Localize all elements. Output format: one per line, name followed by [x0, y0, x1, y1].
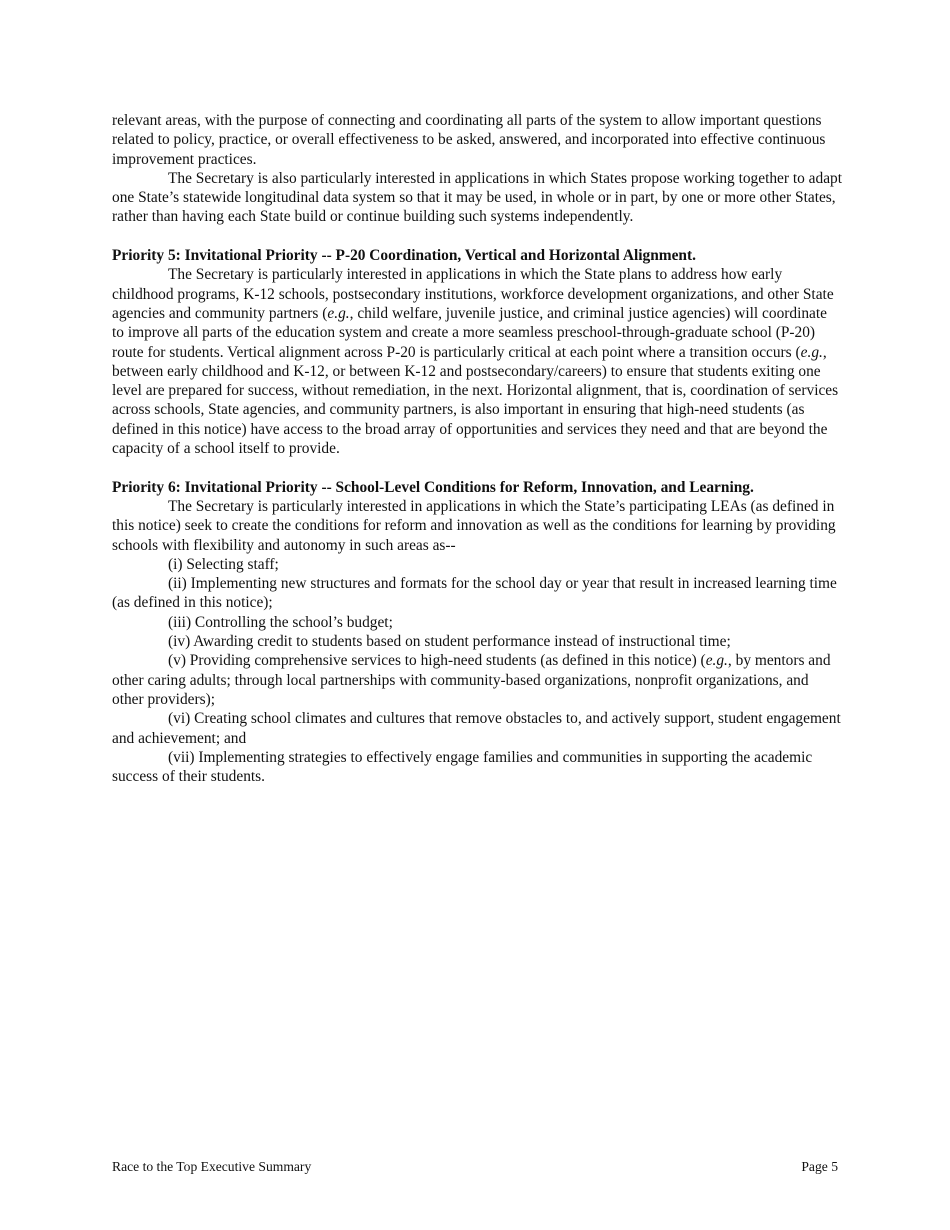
list-item-i: (i) Selecting staff;	[168, 555, 279, 573]
list-item-ii: (ii) Implementing new structures and formats for the school day or year that result in increased learning time (as defined in this notice);	[112, 575, 837, 612]
priority-5-eg-1: e.g.	[327, 304, 350, 322]
priority-5-eg-2: e.g.	[800, 343, 823, 361]
list-item-v	[112, 651, 842, 709]
list-item-v-text-b: , by mentors and other caring adults; through local partnerships with community-based organizations, nonprofit organizations, and other providers);	[112, 652, 831, 708]
priority-6-heading: Priority 6: Invitational Priority -- School-Level Conditions for Reform, Innovation, and Learning.	[112, 478, 754, 496]
priority-5-paragraph	[112, 265, 842, 458]
footer-document-title: Race to the Top Executive Summary	[112, 1159, 312, 1174]
list-item-vii: (vii) Implementing strategies to effectively engage families and communities in supporting the academic success of their students.	[112, 748, 813, 786]
list-item-iv: (iv) Awarding credit to students based on student performance instead of instructional time;	[168, 633, 731, 651]
document-body	[112, 111, 842, 786]
priority-5-heading: Priority 5: Invitational Priority -- P-20 Coordination, Vertical and Horizontal Alignment.	[112, 247, 696, 265]
priority-5-text-c: , between early childhood and K-12, or between K-12 and postsecondary/careers) to ensure that students exiting one level are prepared for success, without remediation, in the next. Horizontal alignment, that is, coordination of services across schools, State agencies, and community partners, is also important in ensuring that high-need students (as defined in this notice) have access to the broad array of opportunities and services they need and that are beyond the capacity of a school itself to provide.	[112, 343, 839, 458]
priority-5-text-b: , child welfare, juvenile justice, and criminal justice agencies) will coordinate to improve all parts of the education system and create a more seamless preschool-through-graduate school (P-20) route for students. Vertical alignment across P-20 is particularly critical at each point where a transition occurs (	[112, 304, 827, 361]
page-footer	[112, 1159, 838, 1175]
priority-5-text-a: The Secretary is particularly interested in applications in which the State plans to address how early childhood programs, K-12 schools, postsecondary institutions, workforce development organizations, and other State agencies and community partners (	[112, 266, 834, 322]
footer-page-number: Page 5	[801, 1159, 838, 1174]
list-item-vi: (vi) Creating school climates and cultures that remove obstacles to, and actively support, student engagement and achievement; and	[112, 710, 841, 747]
list-item-v-eg: e.g.	[705, 652, 728, 670]
paragraph-secretary-interest: The Secretary is also particularly interested in applications in which States propose working together to adapt one State’s statewide longitudinal data system so that it may be used, in whole or in part, by one or more other States, rather than having each State build or continue building such systems independently.	[112, 169, 843, 226]
list-item-v-text-a: (v) Providing comprehensive services to high-need students (as defined in this notice) (	[168, 652, 706, 670]
list-item-iii: (iii) Controlling the school’s budget;	[168, 613, 393, 631]
paragraph-continuation: relevant areas, with the purpose of connecting and coordinating all parts of the system to allow important questions related to policy, practice, or overall effectiveness to be asked, answered, and incorporated into effective continuous improvement practices.	[112, 112, 826, 168]
priority-6-intro: The Secretary is particularly interested in applications in which the State’s participating LEAs (as defined in this notice) seek to create the conditions for reform and innovation as well as the conditions for learning by providing schools with flexibility and autonomy in such areas as--	[112, 497, 836, 554]
